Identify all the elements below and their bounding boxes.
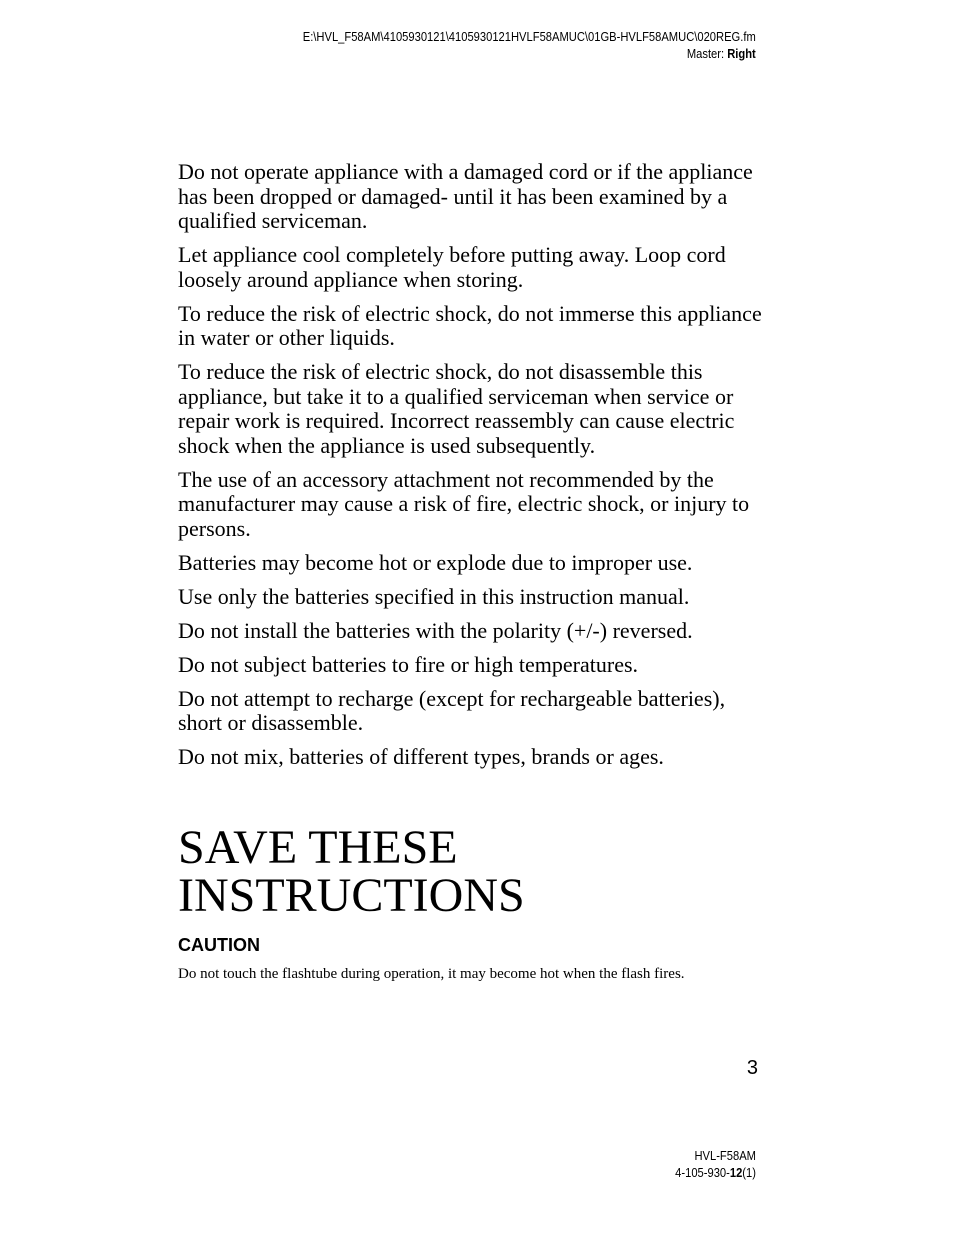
instruction-paragraph: Do not subject batteries to fire or high temperatures. <box>178 651 639 677</box>
caution-text: Do not touch the flashtube during operation, it may become hot when the flash fires. <box>178 966 685 982</box>
master-value: Right <box>727 46 756 61</box>
master-line <box>303 45 756 62</box>
save-heading-line-2: INSTRUCTIONS <box>178 869 525 922</box>
safety-instructions <box>178 160 768 779</box>
instruction-paragraph: Use only the batteries specified in this instruction manual. <box>178 583 690 609</box>
file-path: E:\HVL_F58AM\4105930121\4105930121HVLF58AMUC\01GB-HVLF58AMUC\020REG.fm <box>302 29 756 44</box>
part-number-suffix: (1) <box>742 1165 756 1180</box>
part-number <box>675 1164 756 1181</box>
instruction-paragraph: Batteries may become hot or explode due to improper use. <box>178 549 693 575</box>
instruction-paragraph: Do not mix, batteries of different types, brands or ages. <box>178 744 664 769</box>
instruction-paragraph: To reduce the risk of electric shock, do not immerse this appliance in water or other liquids. <box>178 300 762 350</box>
instruction-paragraph: To reduce the risk of electric shock, do not disassemble this appliance, but take it to a qualified serviceman when service or repair work is required. Incorrect reassembly can cause electric shock when the appliance is used subsequently. <box>178 359 735 458</box>
save-instructions-heading <box>178 821 525 922</box>
caution-heading: CAUTION <box>178 935 260 955</box>
page-number: 3 <box>746 1057 758 1079</box>
instruction-paragraph: Do not attempt to recharge (except for rechargeable batteries), short or disassemble. <box>178 685 726 735</box>
instruction-paragraph: Do not install the batteries with the polarity (+/-) reversed. <box>178 617 693 643</box>
part-number-prefix: 4-105-930- <box>675 1165 730 1180</box>
master-label: Master: <box>687 46 728 61</box>
instruction-paragraph: The use of an accessory attachment not recommended by the manufacturer may cause a risk of fire, electric shock, or injury to persons. <box>178 466 750 541</box>
instruction-paragraph: Do not operate appliance with a damaged cord or if the appliance has been dropped or damaged- until it has been examined by a qualified serviceman. <box>178 159 753 233</box>
file-header <box>303 28 756 62</box>
model-number: HVL-F58AM <box>694 1148 756 1163</box>
instruction-paragraph: Let appliance cool completely before putting away. Loop cord loosely around appliance when storing. <box>178 242 726 292</box>
part-number-bold: 12 <box>729 1165 743 1180</box>
footer-code <box>675 1147 756 1181</box>
save-heading-line-1: SAVE THESE <box>178 821 458 874</box>
